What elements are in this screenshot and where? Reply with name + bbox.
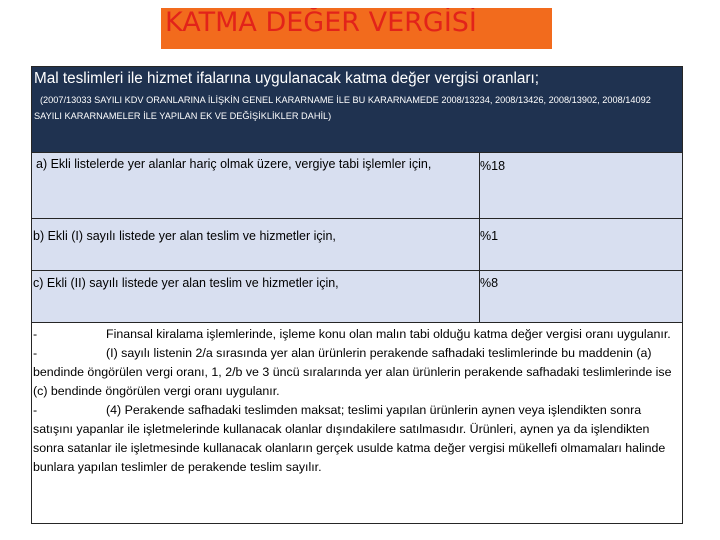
note-marker: - bbox=[33, 403, 38, 417]
row-rate: %1 bbox=[480, 229, 499, 243]
notes-section bbox=[32, 323, 682, 523]
note-marker: - bbox=[33, 327, 38, 341]
table-header-title: Mal teslimleri ile hizmet ifalarına uygulanacak katma değer vergisi oranları; bbox=[34, 70, 540, 87]
row-description: c) Ekli (II) sayılı listede yer alan teslim ve hizmetler için, bbox=[32, 271, 480, 322]
note-marker: - bbox=[33, 346, 38, 360]
table-row bbox=[32, 219, 682, 271]
note-item bbox=[33, 401, 678, 477]
note-text: Finansal kiralama işlemlerinde, işleme konu olan malın tabi olduğu katma değer vergisi oranı uygulanır. bbox=[106, 327, 671, 341]
vat-rate-table bbox=[31, 66, 683, 524]
note-text: (I) sayılı listenin 2/a sırasında yer alan ürünlerin perakende safhadaki teslimlerinde bu maddenin (a) bendinde öngörülen vergi oranı, 1, 2/b ve 3 üncü sıralarında yer alan ürünlerin perakende safhadaki teslimlerinde ise (c) bendinde öngörülen vergi oranı uygulanır. bbox=[33, 346, 672, 398]
header-note-line1: (2007/13033 SAYILI KDV ORANLARINA İLİŞKİN GENEL KARARNAME İLE BU KARARNAMEDE 2008/13234, 2008/13426, 2008/13902, 2008/14092 bbox=[40, 95, 651, 105]
header-note-line2: SAYILI KARARNAMELER İLE YAPILAN EK VE DEĞİŞİKLİKLER DAHİL) bbox=[34, 111, 332, 121]
table-header bbox=[32, 67, 682, 153]
table-row bbox=[32, 271, 682, 323]
row-rate: %18 bbox=[480, 159, 506, 173]
page-title: KATMA DEĞER VERGİSİ bbox=[165, 8, 477, 38]
row-description: b) Ekli (I) sayılı listede yer alan teslim ve hizmetler için, bbox=[32, 219, 480, 270]
table-row bbox=[32, 153, 682, 219]
table-header-note bbox=[34, 92, 680, 124]
note-text: (4) Perakende safhadaki teslimden maksat; teslimi yapılan ürünlerin aynen veya işlendikten sonra satışını yapanlar ile işletmelerinde kullanacak olanlar dışındakilere satılmasıdır. Ürünleri, aynen ya da işlendikten sonra satanlar ile işletmesinde kullanacak olanların gerçek usulde katma değer vergisi mükellefi olmamaları halinde bunlara yapılan teslimler de perakende teslim sayılır. bbox=[33, 403, 666, 474]
row-rate: %8 bbox=[480, 276, 499, 290]
row-description: a) Ekli listelerde yer alanlar hariç olmak üzere, vergiye tabi işlemler için, bbox=[32, 153, 480, 218]
note-item bbox=[33, 325, 678, 344]
note-item bbox=[33, 344, 678, 401]
page-title-box bbox=[161, 8, 552, 49]
